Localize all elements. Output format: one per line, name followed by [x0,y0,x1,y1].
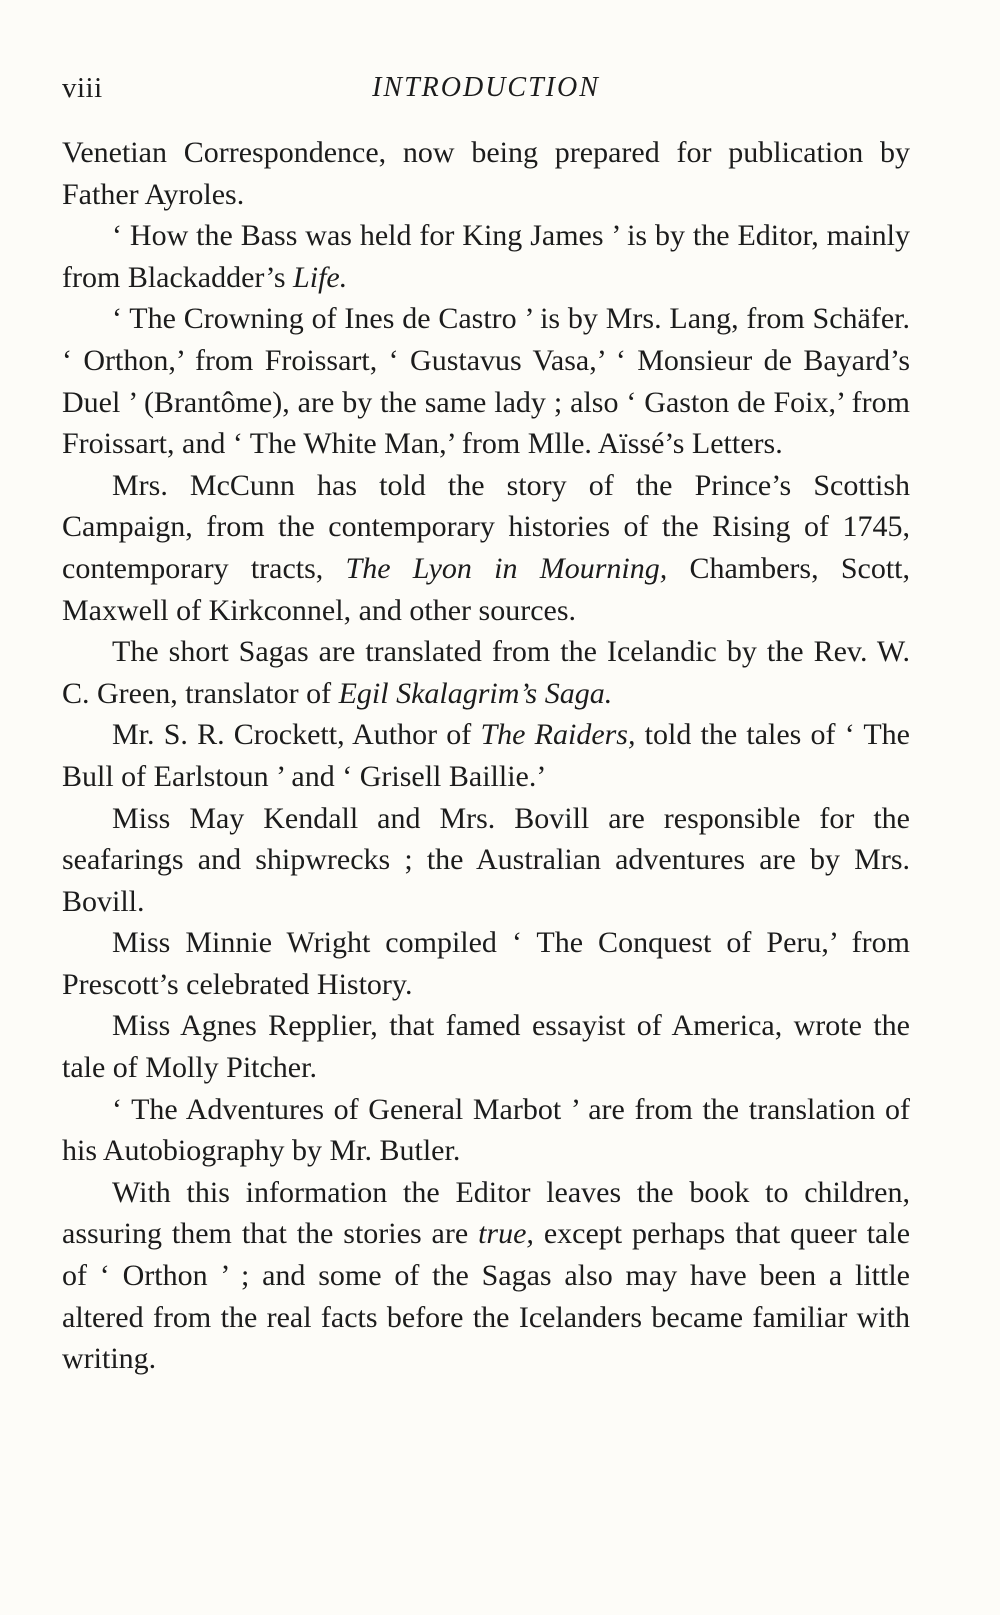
paragraph-molly-pitcher: Miss Agnes Repplier, that famed essayist of America, wrote the tale of Molly Pitcher. [62,1009,910,1085]
italic-title: Life. [293,260,348,294]
body-text [62,132,910,1380]
paragraph-ines-de-castro: ‘ The Crowning of Ines de Castro ’ is by Mrs. Lang, from Schäfer. ‘ Orthon,’ from Froissart, ‘ Gustavus Vasa,’ ‘ Monsieur de Bayard’s Duel ’ (Brantôme), are by the same lady ; also ‘ Gaston de Foix,’ from Froissart, and ‘ The White Man,’ from Mlle. Aïssé’s Letters. [62,302,910,461]
paragraph-bass-king-james: ‘ How the Bass was held for King James ’ is by the Editor, mainly from Blackadder’s Life. [62,219,910,294]
page-header [62,62,910,118]
paragraph-crockett: Mr. S. R. Crockett, Author of The Raiders, told the tales of ‘ The Bull of Earlstoun ’ and ‘ Grisell Baillie.’ [62,718,910,793]
page-number: viii [62,72,103,104]
paragraph-scottish-campaign: Mrs. McCunn has told the story of the Prince’s Scottish Campaign, from the contemporary histories of the Rising of 1745, contemporary tracts, The Lyon in Mourning, Chambers, Scott, Maxwell of Kirkconnel, and other sources. [62,468,911,627]
paragraph-kendall-bovill: Miss May Kendall and Mrs. Bovill are responsible for the seafarings and shipwrecks ; the Australian adventures are by Mrs. Bovill. [62,801,910,918]
running-head: INTRODUCTION [372,72,600,103]
paragraph-general-marbot: ‘ The Adventures of General Marbot ’ are from the translation of his Autobiography by Mr. Butler. [62,1092,910,1168]
book-page [62,62,910,1562]
italic-title: Egil Skalagrim’s Saga. [338,676,613,710]
paragraph-sagas: The short Sagas are translated from the Icelandic by the Rev. W. C. Green, translator of Egil Skalagrim’s Saga. [62,635,910,710]
paragraph-venetian-correspondence: Venetian Correspondence, now being prepared for publication by Father Ayroles. [62,136,910,211]
italic-title: The Raiders, [480,718,636,752]
italic-word: true, [478,1217,534,1251]
italic-title: The Lyon in Mourning, [345,551,668,585]
paragraph-conquest-of-peru: Miss Minnie Wright compiled ‘ The Conquest of Peru,’ from Prescott’s celebrated History. [62,926,910,1001]
paragraph-closing: With this information the Editor leaves the book to children, assuring them that the stories are true, except perhaps that queer tale of ‘ Orthon ’ ; and some of the Sagas also may have been a little altered from the real facts before the Icelanders became familiar with writing. [62,1175,911,1376]
